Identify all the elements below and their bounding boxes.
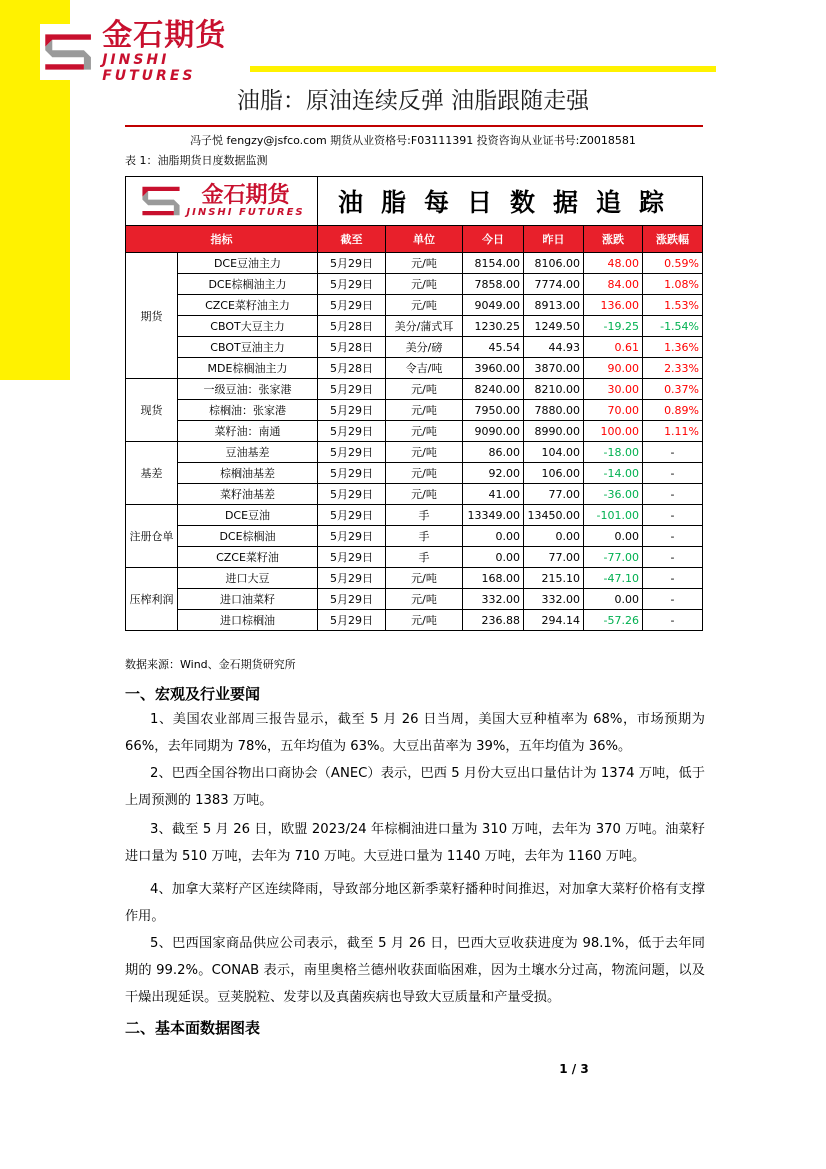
row-category: 现货: [126, 379, 178, 442]
row-change: 90.00: [584, 358, 643, 379]
row-yesterday: 44.93: [524, 337, 584, 358]
row-change: 136.00: [584, 295, 643, 316]
row-unit: 元/吨: [386, 484, 463, 505]
row-yesterday: 7774.00: [524, 274, 584, 295]
row-yesterday: 294.14: [524, 610, 584, 631]
row-yesterday: 8210.00: [524, 379, 584, 400]
row-category: 基差: [126, 442, 178, 505]
document-title: 油脂：原油连续反弹 油脂跟随走强: [236, 88, 590, 114]
row-name: CZCE菜籽油主力: [178, 295, 318, 316]
row-date: 5月29日: [318, 253, 386, 274]
news-paragraph: 5、巴西国家商品供应公司表示，截至 5 月 26 日，巴西大豆收获进度为 98.1%，低于去年同期的 99.2%。CONAB 表示，南里奥格兰德州收获面临困难，因为土壤水分过高，物流问题，以及干燥出现延误。豆荚脱粒、发芽以及真菌疾病也导致大豆质量和产量受损。: [125, 936, 705, 1005]
row-change: -14.00: [584, 463, 643, 484]
row-yesterday: 77.00: [524, 547, 584, 568]
row-today: 9049.00: [463, 295, 524, 316]
row-date: 5月29日: [318, 442, 386, 463]
header-yellow-line: [250, 66, 716, 72]
row-change-pct: -: [643, 526, 703, 547]
row-name: 棕榈油：张家港: [178, 400, 318, 421]
row-name: 菜籽油基差: [178, 484, 318, 505]
page-number: 1 / 3: [559, 1062, 589, 1076]
row-date: 5月29日: [318, 463, 386, 484]
row-today: 8154.00: [463, 253, 524, 274]
row-today: 41.00: [463, 484, 524, 505]
row-unit: 元/吨: [386, 379, 463, 400]
row-change: -19.25: [584, 316, 643, 337]
row-yesterday: 215.10: [524, 568, 584, 589]
row-unit: 元/吨: [386, 253, 463, 274]
row-change-pct: 0.37%: [643, 379, 703, 400]
row-unit: 美分/磅: [386, 337, 463, 358]
row-yesterday: 104.00: [524, 442, 584, 463]
row-unit: 元/吨: [386, 568, 463, 589]
table-brand-en: JINSHI FUTURES: [186, 206, 305, 218]
row-name: 进口油菜籽: [178, 589, 318, 610]
row-today: 7950.00: [463, 400, 524, 421]
header-change-pct: 涨跌幅: [643, 226, 703, 253]
header-change: 涨跌: [584, 226, 643, 253]
row-today: 9090.00: [463, 421, 524, 442]
table-row: [126, 337, 703, 358]
row-category: 期货: [126, 253, 178, 379]
table-row: [126, 505, 703, 526]
row-today: 0.00: [463, 526, 524, 547]
row-yesterday: 1249.50: [524, 316, 584, 337]
row-date: 5月28日: [318, 358, 386, 379]
row-change: 48.00: [584, 253, 643, 274]
table-row: [126, 316, 703, 337]
table-header-row: [126, 226, 703, 253]
row-change-pct: -1.54%: [643, 316, 703, 337]
table-row: [126, 400, 703, 421]
row-today: 86.00: [463, 442, 524, 463]
header-date: 截至: [318, 226, 386, 253]
row-change-pct: 1.53%: [643, 295, 703, 316]
row-date: 5月29日: [318, 505, 386, 526]
row-change-pct: -: [643, 484, 703, 505]
row-change: 0.00: [584, 589, 643, 610]
row-yesterday: 8913.00: [524, 295, 584, 316]
row-name: 豆油基差: [178, 442, 318, 463]
row-yesterday: 7880.00: [524, 400, 584, 421]
table-row: [126, 547, 703, 568]
row-change-pct: -: [643, 568, 703, 589]
row-change-pct: 1.11%: [643, 421, 703, 442]
table-row: [126, 463, 703, 484]
row-change-pct: 0.59%: [643, 253, 703, 274]
table-row: [126, 526, 703, 547]
row-unit: 美分/蒲式耳: [386, 316, 463, 337]
row-yesterday: 8990.00: [524, 421, 584, 442]
brand-name-en: JINSHI FUTURES: [102, 52, 196, 84]
row-unit: 元/吨: [386, 400, 463, 421]
row-date: 5月29日: [318, 400, 386, 421]
row-name: DCE豆油: [178, 505, 318, 526]
row-unit: 元/吨: [386, 274, 463, 295]
row-unit: 元/吨: [386, 421, 463, 442]
news-paragraph: 2、巴西全国谷物出口商协会（ANEC）表示，巴西 5 月份大豆出口量估计为 1374 万吨，低于上周预测的 1383 万吨。: [125, 766, 705, 808]
row-change: 30.00: [584, 379, 643, 400]
row-name: 进口大豆: [178, 568, 318, 589]
row-category: 压榨利润: [126, 568, 178, 631]
row-change: -18.00: [584, 442, 643, 463]
row-change-pct: 1.08%: [643, 274, 703, 295]
row-unit: 元/吨: [386, 295, 463, 316]
title-divider: [125, 125, 703, 127]
table-logo-cell: [126, 177, 318, 226]
row-change: -57.26: [584, 610, 643, 631]
row-date: 5月28日: [318, 337, 386, 358]
oil-data-table: [125, 176, 703, 631]
table-brand-cn: 金石期货: [201, 182, 290, 208]
row-today: 1230.25: [463, 316, 524, 337]
row-today: 92.00: [463, 463, 524, 484]
row-name: DCE棕榈油主力: [178, 274, 318, 295]
row-name: 棕榈油基差: [178, 463, 318, 484]
row-date: 5月29日: [318, 568, 386, 589]
table-row: [126, 610, 703, 631]
header-indicator: 指标: [126, 226, 318, 253]
table-row: [126, 358, 703, 379]
table-row: [126, 442, 703, 463]
brand-logo: [40, 18, 250, 84]
row-change: -101.00: [584, 505, 643, 526]
row-change-pct: -: [643, 505, 703, 526]
row-change: 0.00: [584, 526, 643, 547]
brand-mark-icon: [138, 181, 184, 221]
row-change: 0.61: [584, 337, 643, 358]
row-change-pct: -: [643, 442, 703, 463]
row-date: 5月29日: [318, 295, 386, 316]
row-name: 一级豆油：张家港: [178, 379, 318, 400]
row-change: 84.00: [584, 274, 643, 295]
row-today: 45.54: [463, 337, 524, 358]
row-change: -47.10: [584, 568, 643, 589]
row-unit: 手: [386, 505, 463, 526]
row-name: 进口棕榈油: [178, 610, 318, 631]
row-date: 5月29日: [318, 589, 386, 610]
news-paragraph: 4、加拿大菜籽产区连续降雨，导致部分地区新季菜籽播种时间推迟，对加拿大菜籽价格有支撑作用。: [125, 882, 705, 924]
row-yesterday: 8106.00: [524, 253, 584, 274]
row-yesterday: 106.00: [524, 463, 584, 484]
row-today: 7858.00: [463, 274, 524, 295]
data-source: 数据来源：Wind、金石期货研究所: [125, 658, 296, 671]
news-paragraph: 1、美国农业部周三报告显示，截至 5 月 26 日当周，美国大豆种植率为 68%，市场预期为 66%，去年同期为 78%，五年均值为 63%。大豆出苗率为 39%，五年均值为 36%。: [125, 712, 705, 754]
row-category: 注册仓单: [126, 505, 178, 568]
news-paragraph: 3、截至 5 月 26 日，欧盟 2023/24 年棕榈油进口量为 310 万吨，去年为 370 万吨。油菜籽进口量为 510 万吨，去年为 710 万吨。大豆进口量为 1140 万吨，去年为 1160 万吨。: [125, 822, 705, 864]
row-unit: 元/吨: [386, 442, 463, 463]
row-change: 70.00: [584, 400, 643, 421]
header-unit: 单位: [386, 226, 463, 253]
author-line: 冯子悦 fengzy@jsfco.com 期货从业资格号:F03111391 投资咨询从业证书号:Z0018581: [190, 134, 636, 147]
row-date: 5月29日: [318, 547, 386, 568]
row-change-pct: -: [643, 610, 703, 631]
row-name: CZCE菜籽油: [178, 547, 318, 568]
row-change-pct: 0.89%: [643, 400, 703, 421]
row-name: CBOT豆油主力: [178, 337, 318, 358]
table-row: [126, 421, 703, 442]
row-unit: 手: [386, 526, 463, 547]
row-change-pct: -: [643, 463, 703, 484]
table-row: [126, 484, 703, 505]
row-today: 236.88: [463, 610, 524, 631]
section-title-charts: 二、基本面数据图表: [125, 1019, 261, 1037]
row-name: 菜籽油：南通: [178, 421, 318, 442]
row-yesterday: 13450.00: [524, 505, 584, 526]
header-today: 今日: [463, 226, 524, 253]
table-caption: 表 1：油脂期货日度数据监测: [125, 154, 268, 167]
row-yesterday: 3870.00: [524, 358, 584, 379]
row-unit: 元/吨: [386, 463, 463, 484]
row-today: 3960.00: [463, 358, 524, 379]
row-change-pct: -: [643, 547, 703, 568]
row-date: 5月28日: [318, 316, 386, 337]
row-name: DCE棕榈油: [178, 526, 318, 547]
row-date: 5月29日: [318, 421, 386, 442]
brand-name-cn: 金石期货: [102, 18, 227, 53]
table-row: [126, 274, 703, 295]
header-yesterday: 昨日: [524, 226, 584, 253]
row-date: 5月29日: [318, 484, 386, 505]
row-change-pct: 1.36%: [643, 337, 703, 358]
row-today: 13349.00: [463, 505, 524, 526]
row-yesterday: 332.00: [524, 589, 584, 610]
row-name: MDE棕榈油主力: [178, 358, 318, 379]
row-yesterday: 0.00: [524, 526, 584, 547]
row-change: -77.00: [584, 547, 643, 568]
table-banner-row: [126, 177, 703, 226]
table-row: [126, 379, 703, 400]
row-date: 5月29日: [318, 526, 386, 547]
table-row: [126, 589, 703, 610]
row-change: -36.00: [584, 484, 643, 505]
row-name: DCE豆油主力: [178, 253, 318, 274]
section-title-news: 一、宏观及行业要闻: [125, 685, 261, 703]
table-row: [126, 568, 703, 589]
row-unit: 元/吨: [386, 610, 463, 631]
row-date: 5月29日: [318, 274, 386, 295]
brand-mark-icon: [40, 24, 96, 80]
row-date: 5月29日: [318, 379, 386, 400]
row-change: 100.00: [584, 421, 643, 442]
row-date: 5月29日: [318, 610, 386, 631]
table-banner-title: 油脂每日数据追踪: [318, 177, 703, 226]
row-unit: 元/吨: [386, 589, 463, 610]
row-unit: 令吉/吨: [386, 358, 463, 379]
row-name: CBOT大豆主力: [178, 316, 318, 337]
row-change-pct: 2.33%: [643, 358, 703, 379]
table-row: [126, 295, 703, 316]
row-today: 168.00: [463, 568, 524, 589]
row-change-pct: -: [643, 589, 703, 610]
row-unit: 手: [386, 547, 463, 568]
row-today: 0.00: [463, 547, 524, 568]
row-yesterday: 77.00: [524, 484, 584, 505]
row-today: 8240.00: [463, 379, 524, 400]
table-row: [126, 253, 703, 274]
row-today: 332.00: [463, 589, 524, 610]
